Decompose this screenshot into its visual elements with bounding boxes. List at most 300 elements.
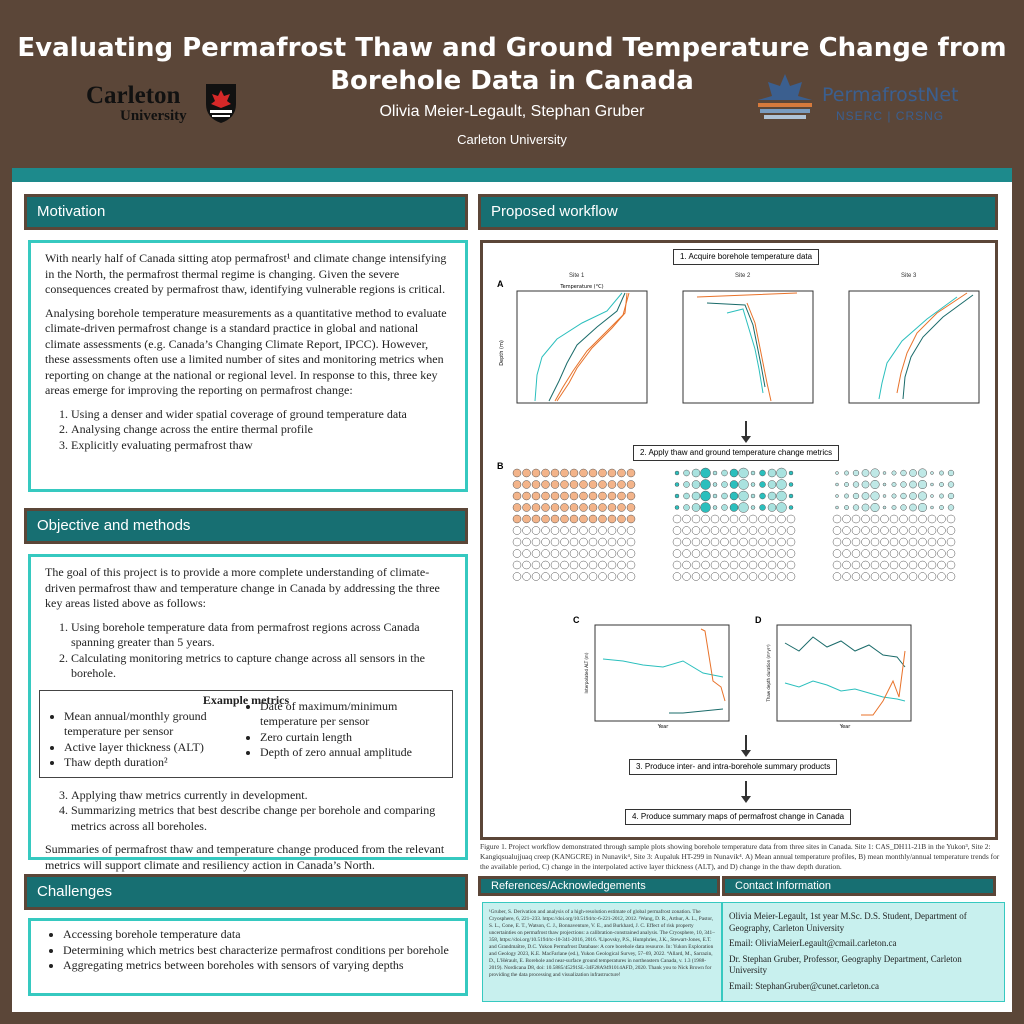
trend-dot xyxy=(853,493,859,499)
trend-dot xyxy=(523,561,531,569)
trend-dot xyxy=(722,493,728,499)
contact-heading: Contact Information xyxy=(722,876,996,896)
trend-dot xyxy=(702,527,710,535)
trend-dot xyxy=(881,550,889,558)
trend-dot xyxy=(713,506,717,510)
trend-dot xyxy=(561,527,569,535)
trend-dot xyxy=(683,515,691,523)
trend-dot xyxy=(711,538,719,546)
trend-dot xyxy=(740,527,748,535)
trend-dot xyxy=(948,493,954,499)
trend-dot xyxy=(939,482,943,486)
trend-dot xyxy=(542,504,550,512)
trend-dot xyxy=(627,561,635,569)
trend-dot xyxy=(580,550,588,558)
trend-dot xyxy=(883,506,886,509)
trend-dot xyxy=(551,481,559,489)
trend-dot xyxy=(673,527,681,535)
trend-dot xyxy=(627,481,635,489)
trend-dot xyxy=(580,527,588,535)
trend-dot xyxy=(871,538,879,546)
trend-dot xyxy=(702,561,710,569)
trend-dot xyxy=(909,492,916,499)
trend-dot xyxy=(532,550,540,558)
trend-dot xyxy=(721,550,729,558)
references-heading: References/Acknowledgements xyxy=(478,876,720,896)
trend-dot xyxy=(901,470,907,476)
trend-dot xyxy=(759,527,767,535)
trend-dot xyxy=(833,561,841,569)
trend-dot xyxy=(599,550,607,558)
c-ylabel: Interpolated ALT (m) xyxy=(584,652,589,694)
trend-dot xyxy=(751,494,755,498)
permafrostnet-logo xyxy=(754,70,964,126)
trend-dot xyxy=(701,480,711,490)
trend-dot xyxy=(890,515,898,523)
trend-dot xyxy=(551,561,559,569)
trend-dot xyxy=(749,527,757,535)
trend-dot xyxy=(749,561,757,569)
trend-dot xyxy=(760,505,766,511)
trend-dot xyxy=(608,527,616,535)
trend-dot xyxy=(683,538,691,546)
trend-dot xyxy=(608,504,616,512)
trend-dot xyxy=(900,538,908,546)
trend-dot xyxy=(768,550,776,558)
trend-dot xyxy=(627,573,635,581)
trend-dot xyxy=(608,469,616,477)
trend-dot xyxy=(862,469,869,476)
d-ylabel: Thaw depth duration (m²yr¹) xyxy=(766,644,771,702)
trend-dot xyxy=(542,481,550,489)
trend-dot xyxy=(871,469,880,478)
trend-dot xyxy=(570,573,578,581)
trend-dot xyxy=(532,561,540,569)
trend-dot xyxy=(692,481,700,489)
trend-dot xyxy=(843,573,851,581)
trend-dot xyxy=(722,505,728,511)
trend-dot xyxy=(618,561,626,569)
trend-dot xyxy=(627,538,635,546)
trend-dot xyxy=(909,527,917,535)
workflow-step-2: 2. Apply thaw and ground temperature change metrics xyxy=(633,445,839,461)
trend-dot xyxy=(721,538,729,546)
trend-dot xyxy=(749,515,757,523)
trend-dot xyxy=(862,492,869,499)
trend-dot xyxy=(580,504,588,512)
trend-dot xyxy=(608,550,616,558)
trend-dot xyxy=(513,561,521,569)
trend-dot xyxy=(589,504,597,512)
trend-dot xyxy=(909,550,917,558)
trend-dot xyxy=(551,573,559,581)
trend-dot xyxy=(532,492,540,500)
trend-dot xyxy=(673,538,681,546)
trend-dot xyxy=(853,505,859,511)
trend-dot xyxy=(931,495,934,498)
trend-dot xyxy=(513,492,521,500)
depth-axis-label: Depth (m) xyxy=(499,340,505,366)
trend-dot xyxy=(730,550,738,558)
trend-dot xyxy=(871,492,880,501)
trend-dot xyxy=(751,471,755,475)
trend-dot xyxy=(542,469,550,477)
trend-dot xyxy=(532,504,540,512)
trend-dot xyxy=(909,573,917,581)
trend-dot xyxy=(673,515,681,523)
trend-dot xyxy=(789,494,793,498)
trend-dot xyxy=(739,480,749,490)
trend-dot xyxy=(580,515,588,523)
trend-dot xyxy=(919,527,927,535)
trend-dot xyxy=(843,527,851,535)
trend-dot xyxy=(918,469,927,478)
trend-dot xyxy=(836,506,839,509)
trend-dot xyxy=(608,561,616,569)
trend-dot xyxy=(740,515,748,523)
trend-dot xyxy=(551,504,559,512)
trend-dot xyxy=(551,550,559,558)
list-item: 3. Applying thaw metrics currently in development. xyxy=(71,788,453,804)
trend-dot xyxy=(523,515,531,523)
trend-dot xyxy=(702,573,710,581)
trend-dot xyxy=(713,483,717,487)
trend-dot xyxy=(740,538,748,546)
trend-dot xyxy=(542,515,550,523)
trend-dot xyxy=(901,482,907,488)
trend-dot xyxy=(570,469,578,477)
trend-dot xyxy=(523,492,531,500)
trend-dot xyxy=(768,561,776,569)
trend-dot xyxy=(513,573,521,581)
trend-dot xyxy=(947,538,955,546)
trend-dot xyxy=(580,538,588,546)
trend-dot xyxy=(542,550,550,558)
trend-dot xyxy=(900,527,908,535)
trend-dot xyxy=(532,481,540,489)
trend-dot xyxy=(787,561,795,569)
trend-dot xyxy=(523,573,531,581)
trend-dot xyxy=(836,495,839,498)
trend-dot xyxy=(900,561,908,569)
trend-dot xyxy=(947,527,955,535)
trend-dot xyxy=(939,471,943,475)
trend-dot xyxy=(608,515,616,523)
trend-dot xyxy=(938,573,946,581)
trend-dot xyxy=(862,538,870,546)
thaw-duration-plot xyxy=(765,621,915,729)
trend-dot xyxy=(618,538,626,546)
trend-dot xyxy=(618,481,626,489)
trend-dot xyxy=(787,573,795,581)
trend-dot xyxy=(836,483,839,486)
trend-dot xyxy=(919,538,927,546)
trend-dot xyxy=(778,561,786,569)
trend-dot xyxy=(938,561,946,569)
trend-dot xyxy=(740,550,748,558)
trend-dot xyxy=(692,573,700,581)
trend-dot xyxy=(909,504,916,511)
trend-dot xyxy=(759,515,767,523)
trend-dot xyxy=(892,494,896,498)
trend-dot xyxy=(599,538,607,546)
trend-dot xyxy=(542,492,550,500)
trend-dot xyxy=(778,538,786,546)
trend-dot xyxy=(909,561,917,569)
trend-dot xyxy=(883,483,886,486)
trend-dot xyxy=(760,470,766,476)
affiliation: Carleton University xyxy=(457,132,567,147)
trend-dot xyxy=(675,494,679,498)
trend-dot xyxy=(892,482,896,486)
trend-dot xyxy=(928,515,936,523)
trend-dot xyxy=(939,505,943,509)
trend-dot xyxy=(749,550,757,558)
trend-dot xyxy=(881,527,889,535)
trend-dot xyxy=(777,491,787,501)
trend-dot xyxy=(589,550,597,558)
trend-dot xyxy=(919,515,927,523)
trend-dot xyxy=(684,482,690,488)
panel-c-label: C xyxy=(573,615,580,625)
trend-dot xyxy=(947,515,955,523)
trend-dot xyxy=(833,550,841,558)
trend-dot xyxy=(542,573,550,581)
trend-dot xyxy=(928,561,936,569)
trend-dot xyxy=(759,538,767,546)
site2-label: Site 2 xyxy=(735,273,751,279)
trend-dot xyxy=(513,550,521,558)
trend-dot xyxy=(684,493,690,499)
panel-d-label: D xyxy=(755,615,762,625)
list-item: • Accessing borehole temperature data xyxy=(63,927,453,943)
trend-dot xyxy=(701,491,711,501)
references-box: ¹Gruber, S. Derivation and analysis of a high-resolution estimate of global permafrost zonation. The Cryosphere, 6, 221–233. https://doi.org/10.5194/tc-6-221-2012, 2012. ²Wang, D. R., Arthur, A. L., Pastor, S. L., Cone, E. T., Watson, C. J., Bonnaventure, V. E., and Burkhard, J. C. Effect of risk property uncertainties on permafrost thaw projections: a calibration-constrained analysis. The Cryosphere, 10, 341–358, https://doi.org/10.5194/tc-10-341-2016, 2016. ³Lipovsky, P.S., Humphries, J.K., Stewart-Jones, E.T. and Grandmaître, D.C. Yukon Permafrost Database: A core borehole data resource. In: Yukon Exploration and Geology 2023, K.E. MacFarlane (ed.), Yukon Geological Survey, 57–69, 2022. ⁴Allard, M., Sarrazin, D., L'Hérault, E. Borehole and near-surface ground temperatures in northeastern Canada, v. 1.3 (1988-2019). Nordicana D8, doi: 10.5885/45291SL-34F28A9491014AFD, 2020. Thank you to Nick Brown for providing the data processing and visualization infrastructure! xyxy=(482,902,722,1002)
panel-a-label: A xyxy=(497,279,504,289)
trend-dot xyxy=(909,515,917,523)
trend-dot xyxy=(901,505,907,511)
trend-dot xyxy=(599,573,607,581)
trend-dot xyxy=(938,538,946,546)
trend-dot xyxy=(900,515,908,523)
list-item: • Thaw depth duration² xyxy=(64,755,244,771)
trend-dot xyxy=(768,469,776,477)
trend-dot xyxy=(713,494,717,498)
trend-dot xyxy=(947,561,955,569)
trend-dot xyxy=(862,481,869,488)
trend-dot xyxy=(618,492,626,500)
motivation-list xyxy=(45,407,453,454)
trend-dot xyxy=(862,504,869,511)
trend-dot xyxy=(938,550,946,558)
trend-dot xyxy=(939,494,943,498)
contact-stephan-email[interactable]: Email: StephanGruber@cunet.carleton.ca xyxy=(729,980,879,991)
contact-olivia-email[interactable]: Email: OliviaMeierLegault@cmail.carleton.ca xyxy=(729,938,897,948)
list-item: • Mean annual/monthly ground temperature per sensor xyxy=(64,709,244,740)
trend-dot xyxy=(722,470,728,476)
trend-dot xyxy=(778,573,786,581)
trend-dot xyxy=(843,561,851,569)
trend-dot xyxy=(843,515,851,523)
trend-dot xyxy=(890,550,898,558)
workflow-heading: Proposed workflow xyxy=(478,194,998,230)
trend-dot xyxy=(618,550,626,558)
trend-dot xyxy=(580,573,588,581)
d-xlabel: Year xyxy=(839,724,851,729)
trend-dot xyxy=(844,494,848,498)
authors: Olivia Meier-Legault, Stephan Gruber xyxy=(379,103,645,120)
trend-dot xyxy=(768,538,776,546)
list-item: • Depth of zero annual amplitude xyxy=(260,745,440,761)
trend-dot xyxy=(871,515,879,523)
title-line2: Borehole Data in Canada xyxy=(330,66,694,96)
trend-dot xyxy=(852,573,860,581)
trend-dot xyxy=(947,573,955,581)
trend-dot xyxy=(683,561,691,569)
trend-dot xyxy=(730,573,738,581)
trend-dot xyxy=(551,469,559,477)
trend-dot xyxy=(618,469,626,477)
trend-dot xyxy=(532,469,540,477)
temperature-profiles-plot xyxy=(497,283,987,415)
carleton-logo-subtext: University xyxy=(120,108,187,124)
trend-dot xyxy=(513,527,521,535)
workflow-figure xyxy=(480,240,998,840)
trend-dot xyxy=(523,538,531,546)
trend-dot xyxy=(721,573,729,581)
trend-dot xyxy=(836,472,839,475)
trend-dot xyxy=(589,492,597,500)
trend-dot xyxy=(692,561,700,569)
trend-dot xyxy=(881,561,889,569)
trend-dot xyxy=(777,503,787,513)
trend-dot xyxy=(684,470,690,476)
trend-dot xyxy=(673,573,681,581)
trend-dot xyxy=(542,538,550,546)
trend-dot xyxy=(890,573,898,581)
panel-b-label: B xyxy=(497,461,504,471)
trend-dot xyxy=(844,482,848,486)
trend-dot xyxy=(692,504,700,512)
trend-dot xyxy=(883,472,886,475)
trend-dot xyxy=(948,482,954,488)
trend-dot xyxy=(551,492,559,500)
objective-heading: Objective and methods xyxy=(24,508,468,544)
metrics-left-list xyxy=(48,709,244,771)
trend-dot xyxy=(852,538,860,546)
trend-dot xyxy=(721,515,729,523)
trend-dot xyxy=(589,469,597,477)
trend-dot xyxy=(918,503,927,512)
trend-dot xyxy=(570,515,578,523)
trend-dot xyxy=(570,527,578,535)
contact-olivia: Olivia Meier-Legault, 1st year M.Sc. D.S. Student, Department of Geography, Carleton University xyxy=(729,911,967,933)
trend-dot xyxy=(701,503,711,513)
trend-dot xyxy=(513,515,521,523)
trend-dot xyxy=(909,481,916,488)
trend-dot xyxy=(627,469,635,477)
trend-dot xyxy=(918,480,927,489)
trend-dot xyxy=(909,538,917,546)
trend-dot xyxy=(711,561,719,569)
trend-dot xyxy=(759,550,767,558)
trend-dot xyxy=(730,504,738,512)
trend-dot xyxy=(787,515,795,523)
trend-dot xyxy=(713,471,717,475)
trend-dot xyxy=(739,503,749,513)
trend-dot xyxy=(551,538,559,546)
trend-dot xyxy=(580,481,588,489)
trend-dot xyxy=(928,550,936,558)
trend-dot xyxy=(931,472,934,475)
trend-dot xyxy=(740,573,748,581)
carleton-logo xyxy=(86,80,246,128)
trend-dot xyxy=(778,515,786,523)
site1-label: Site 1 xyxy=(569,273,585,279)
trend-dot xyxy=(561,492,569,500)
trend-dot xyxy=(627,550,635,558)
trend-dot xyxy=(730,481,738,489)
trend-dot xyxy=(722,482,728,488)
trend-dot xyxy=(589,527,597,535)
list-item: 2. Calculating monitoring metrics to capture change across all sensors in the borehole. xyxy=(71,651,453,682)
trend-dot xyxy=(777,468,787,478)
trend-dot xyxy=(627,527,635,535)
trend-dot xyxy=(673,550,681,558)
trend-dot xyxy=(513,504,521,512)
trend-dot xyxy=(938,527,946,535)
trend-dot xyxy=(892,471,896,475)
trend-dot xyxy=(862,550,870,558)
trend-dot xyxy=(778,527,786,535)
trend-dot xyxy=(551,527,559,535)
trend-dot xyxy=(751,506,755,510)
trend-dot xyxy=(862,573,870,581)
trend-dot xyxy=(833,538,841,546)
workflow-step-1: 1. Acquire borehole temperature data xyxy=(673,249,819,265)
trend-dot xyxy=(777,480,787,490)
trend-dot xyxy=(580,492,588,500)
trend-dot xyxy=(833,573,841,581)
trend-dot xyxy=(523,550,531,558)
trend-dot xyxy=(871,503,880,512)
trend-dot xyxy=(749,538,757,546)
trend-dot xyxy=(683,550,691,558)
motivation-p2: Analysing borehole temperature measurements as a quantitative method to evaluate climate-driven permafrost change is a standard practice in global and national climate assessments (e.g. Canada’s Changing Climate Report, IPCC). However, these assessments often use a limited number of sites and monitoring metrics when reporting on change at the national or regional level. In response to this, three key areas emerge for improving the reporting on permafrost change: xyxy=(45,305,447,397)
trend-dot xyxy=(833,527,841,535)
trend-dot xyxy=(730,561,738,569)
trend-dot xyxy=(599,481,607,489)
trend-dot xyxy=(599,492,607,500)
trend-dot xyxy=(532,538,540,546)
objective-list-2 xyxy=(45,788,453,835)
objective-intro: The goal of this project is to provide a more complete understanding of climate-driven permafrost thaw and temperature change in Canada by addressing the three key areas listed above as follows: xyxy=(45,565,440,610)
trend-dot xyxy=(760,482,766,488)
trend-dot xyxy=(931,506,934,509)
trend-dot xyxy=(852,561,860,569)
motivation-p1: With nearly half of Canada sitting atop permafrost¹ and climate change intensifying in the North, the permafrost thermal regime is changing. Given the severe consequences created by permafrost thaw, identifying vulnerable regions is critical. xyxy=(45,251,447,296)
trend-dot xyxy=(589,481,597,489)
trend-dot xyxy=(570,550,578,558)
trend-dot xyxy=(561,561,569,569)
trend-dot xyxy=(890,527,898,535)
trend-dot xyxy=(675,483,679,487)
arrow-down-icon xyxy=(745,421,747,437)
trend-dot xyxy=(692,492,700,500)
trend-dot xyxy=(721,561,729,569)
metrics-title: Example metrics xyxy=(202,692,290,707)
trend-dot xyxy=(787,527,795,535)
